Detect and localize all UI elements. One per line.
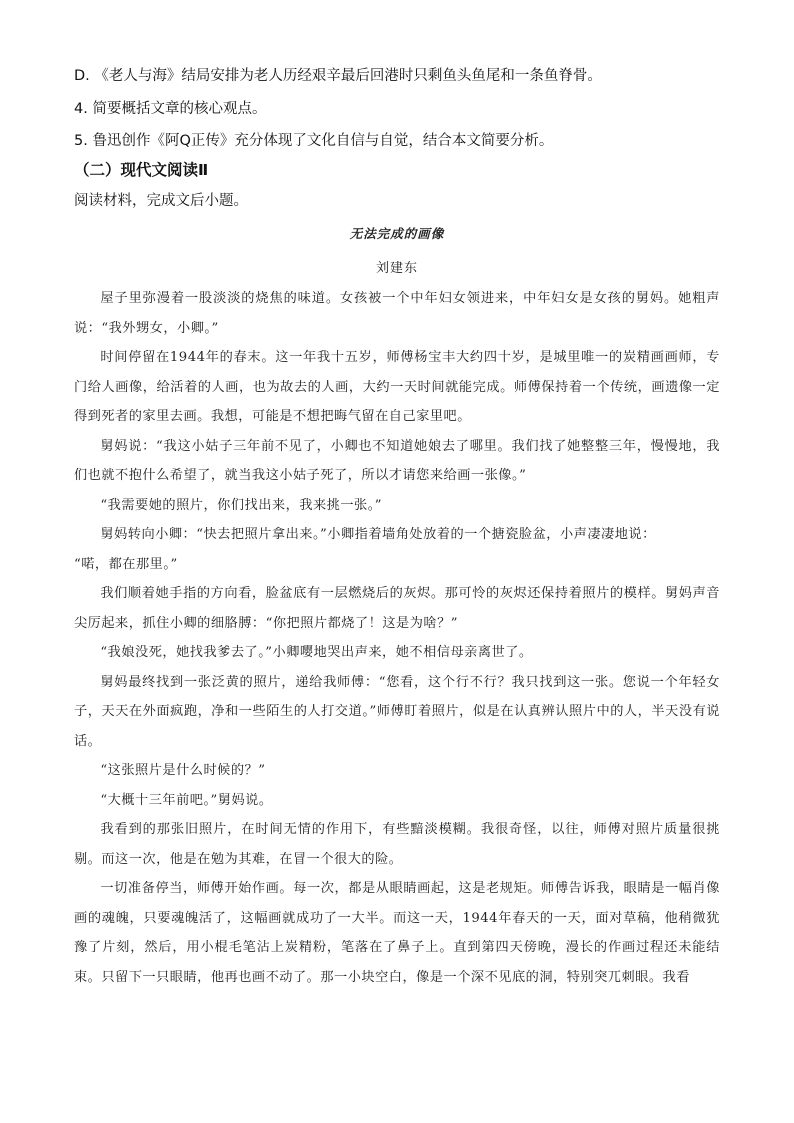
story-paragraph: 一切准备停当，师傅开始作画。每一次，都是从眼睛画起，这是老规矩。师傅告诉我，眼睛是一幅肖像画的魂魄，只要魂魄活了，这幅画就成功了一大半。而这一天，1944年春天的一天，面对草稿，他稍微犹豫了片刻，然后，用小棍毛笔沾上炭精粉，笔落在了鼻子上。直到第四天傍晚，漫长的作画过程还未能结束。只留下一只眼睛，他再也画不动了。那一小块空白，像是一个深不见底的洞，特别突兀刺眼。我看 (74, 881, 720, 985)
story-paragraph: 舅妈说：“我这小姑子三年前不见了，小卿也不知道她娘去了哪里。我们找了她整整三年，慢慢地，我们也就不抱什么希望了，就当我这小姑子死了，所以才请您来给画一张像。” (74, 438, 720, 483)
story-paragraph: 时间停留在1944年的春末。这一年我十五岁，师傅杨宝丰大约四十岁，是城里唯一的炭精画画师，专门给人画像，给活着的人画，也为故去的人画，大约一天时间就能完成。师傅保持着一个传统，画遗像一定得到死者的家里去画。我想，可能是不想把晦气留在自己家里吧。 (74, 350, 720, 424)
story-author: 刘建东 (375, 261, 418, 276)
story-title: 无法完成的画像 (349, 226, 445, 241)
story-paragraph: “喏，都在那里。” (74, 556, 178, 572)
story-paragraph: 我们顺着她手指的方向看，脸盆底有一层燃烧后的灰烬。那可怜的灰烬还保持着照片的模样。舅妈声音尖厉起来，抓住小卿的细胳膊：“你把照片都烧了！这是为啥？” (74, 586, 720, 631)
story-paragraph: “我需要她的照片，你们找出来，我来挑一张。” (100, 497, 383, 513)
reading-instruction: 阅读材料，完成文后小题。 (74, 193, 248, 209)
story-paragraph: “我娘没死，她找我爹去了。”小卿嘤地哭出声来，她不相信母亲离世了。 (100, 645, 533, 660)
story-body (74, 284, 720, 992)
question-option-d: D. 《老人与海》结局安排为老人历经艰辛最后回港时只剩鱼头鱼尾和一条鱼脊骨。 (74, 68, 602, 84)
story-paragraph: 舅妈最终找到一张泛黄的照片，递给我师傅：“您看，这个行不行？我只找到这一张。您说一个年轻女子，天天在外面疯跑，净和一些陌生的人打交道。”师傅盯着照片，似是在认真辨认照片中的人，半天没有说话。 (74, 674, 720, 749)
story-paragraph: 屋子里弥漫着一股淡淡的烧焦的味道。女孩被一个中年妇女领进来，中年妇女是女孩的舅妈。她粗声说：“我外甥女，小卿。” (74, 291, 720, 336)
story-paragraph: 我看到的那张旧照片，在时间无情的作用下，有些黯淡模糊。我很奇怪，以往，师傅对照片质量很挑剔。而这一次，他是在勉为其难，在冒一个很大的险。 (74, 822, 720, 867)
story-paragraph: “大概十三年前吧。”舅妈说。 (100, 792, 273, 808)
story-paragraph: 舅妈转向小卿：“快去把照片拿出来。”小卿指着墙角处放着的一个搪瓷脸盆，小声凄凄地说： (100, 527, 656, 542)
section-heading: （二）现代文阅读Ⅱ (74, 161, 209, 179)
question-5: 5. 鲁迅创作《阿Q正传》充分体现了文化自信与自觉，结合本文简要分析。 (74, 133, 554, 149)
story-paragraph: “这张照片是什么时候的？” (100, 763, 266, 778)
question-4: 4. 简要概括文章的核心观点。 (74, 101, 267, 117)
